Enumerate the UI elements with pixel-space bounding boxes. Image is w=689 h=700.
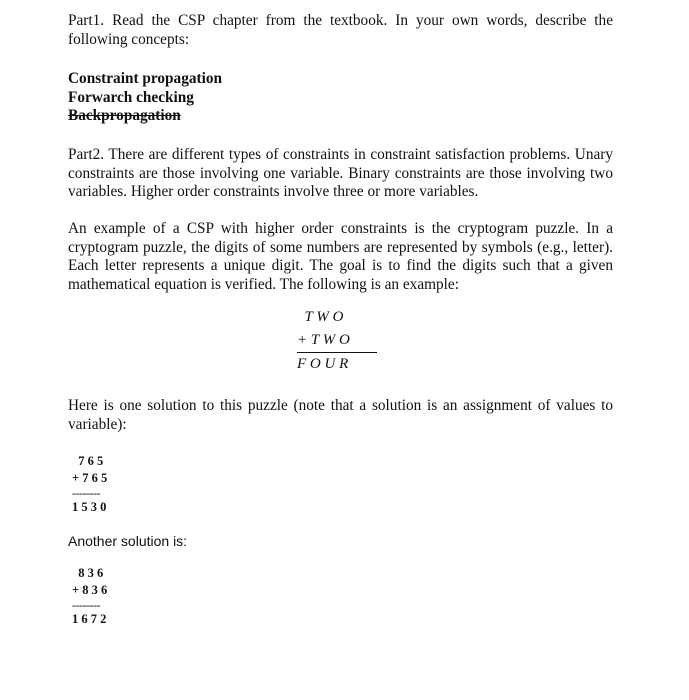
another-solution-label: Another solution is: [68, 533, 188, 549]
solution-2-result: 1 6 7 2 [72, 612, 107, 626]
concepts-list [68, 70, 222, 126]
cryptogram-puzzle [297, 306, 377, 376]
solution-2-divider: -------- [72, 598, 100, 612]
solution-intro-paragraph: Here is one solution to this puzzle (note that a solution is an assignment of values to variable): [68, 397, 613, 433]
solution-1-divider: -------- [72, 486, 100, 500]
concept-item: Forwarch checking [68, 88, 194, 106]
solution-2 [72, 565, 107, 628]
puzzle-addend-2: + T W O [297, 332, 350, 348]
solution-2-addend-1: 8 3 6 [72, 566, 104, 580]
solution-1-result: 1 5 3 0 [72, 500, 107, 514]
puzzle-result: F O U R [297, 356, 349, 372]
solution-2-addend-2: + 8 3 6 [72, 583, 108, 597]
solution-1-addend-2: + 7 6 5 [72, 471, 108, 485]
part1-paragraph: Part1. Read the CSP chapter from the textbook. In your own words, describe the following concepts: [68, 12, 613, 48]
concept-item: Constraint propagation [68, 70, 222, 87]
puzzle-addend-1: T W O [297, 309, 344, 325]
concept-item-struck: Backpropagation [68, 107, 181, 124]
solution-1-addend-1: 7 6 5 [72, 454, 104, 468]
part2-paragraph: Part2. There are different types of constraints in constraint satisfaction problems. Unary constraints are those involving one variable. Binary constraints are those involving two variables. Higher order constraints involve three or more variables. [68, 146, 613, 201]
solution-1 [72, 453, 107, 516]
cryptogram-paragraph: An example of a CSP with higher order constraints is the cryptogram puzzle. In a cryptogram puzzle, the digits of some numbers are represented by symbols (e.g., letter). Each letter represents a unique digit. The goal is to find the digits such that a given mathematical equation is verified. The following is an example: [68, 220, 613, 293]
